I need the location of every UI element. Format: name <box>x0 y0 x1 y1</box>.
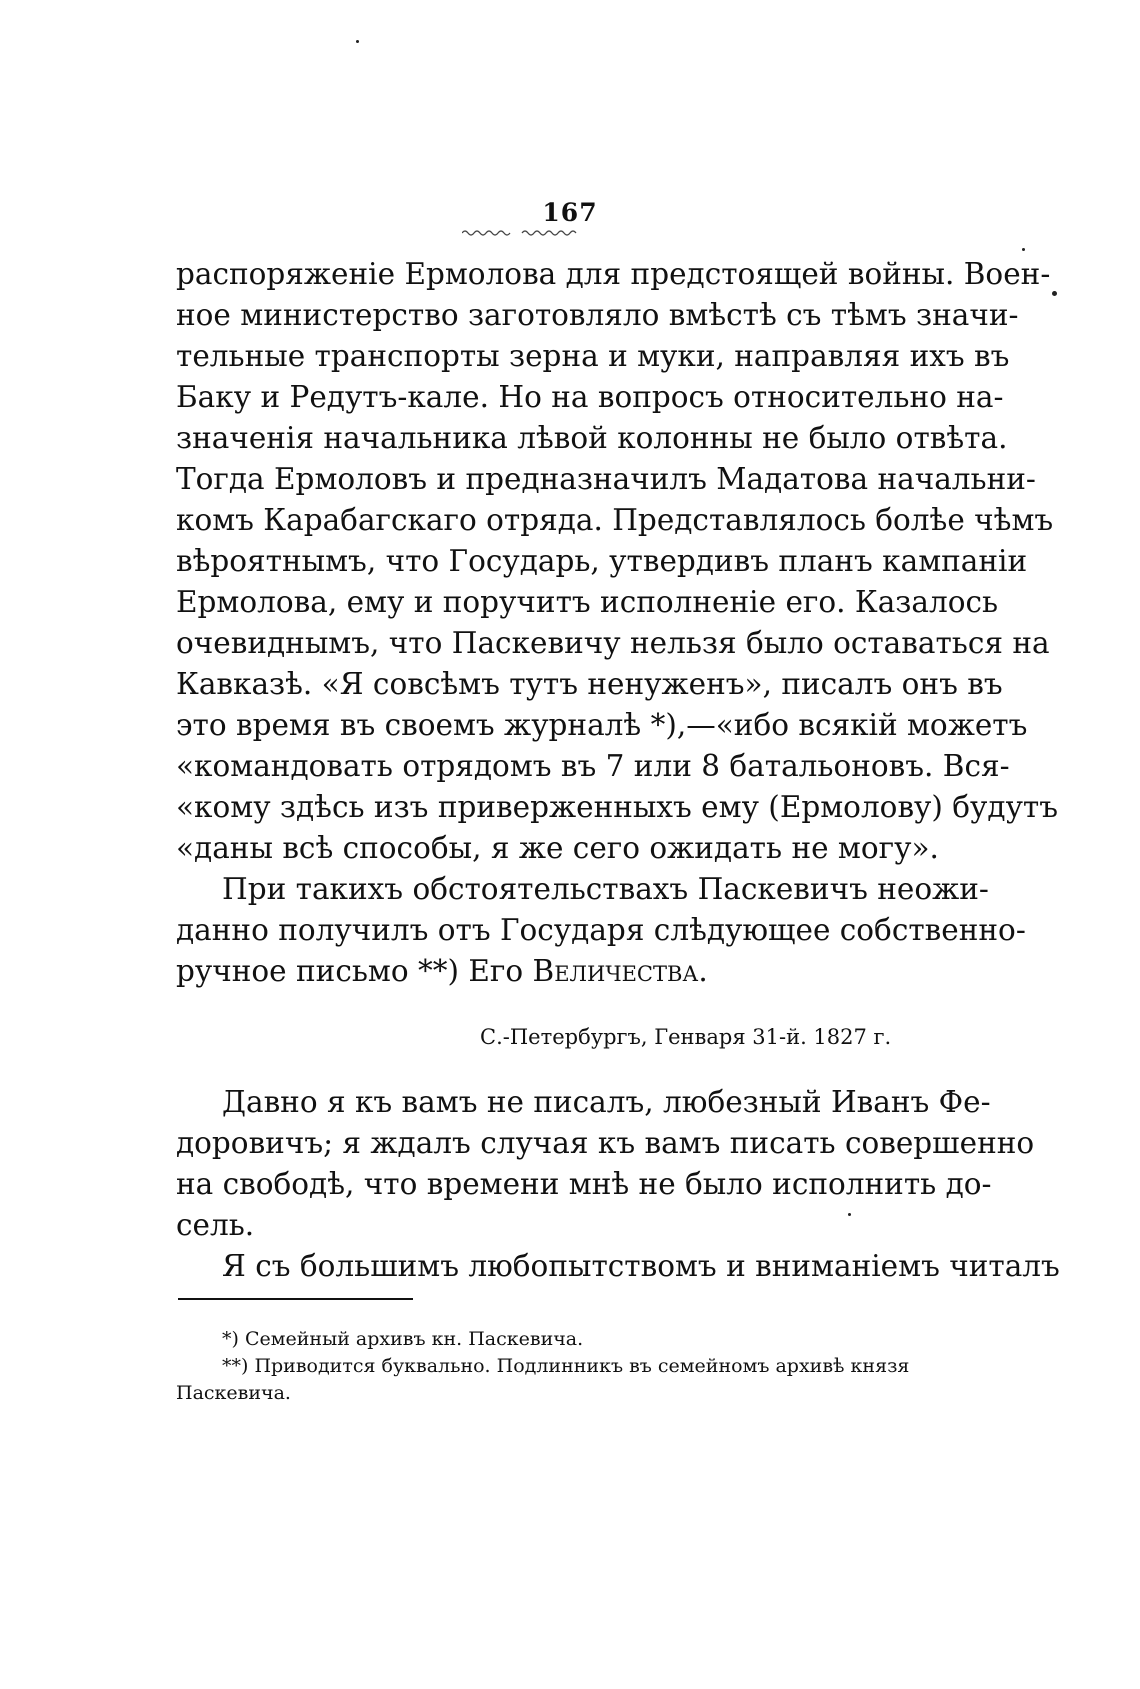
footnote-1: *) Семейный архивъ кн. Паскевича. <box>222 1328 584 1350</box>
body-line: вѣроятнымъ, что Государь, утвердивъ планъ кампаніи <box>176 544 1028 578</box>
scan-speck <box>1022 248 1025 251</box>
scan-speck <box>1052 291 1057 296</box>
body-line: тельные транспорты зерна и муки, направляя ихъ въ <box>176 339 1010 373</box>
body-line: «кому здѣсь изъ приверженныхъ ему (Ермолову) будутъ <box>176 790 1059 824</box>
body-line: это время въ своемъ журналѣ *),—«ибо всякій можетъ <box>176 708 1028 742</box>
paragraph-line: При такихъ обстоятельствахъ Паскевичъ неожи- <box>222 872 989 906</box>
page-number-ornament <box>462 228 582 236</box>
letter-line: сель. <box>176 1208 255 1242</box>
body-line: комъ Карабагскаго отряда. Представлялось болѣе чѣмъ <box>176 503 1054 537</box>
paragraph-line: данно получилъ отъ Государя слѣдующее собственно- <box>176 913 1026 947</box>
letter-dateline: С.-Петербургъ, Генваря 31-й. 1827 г. <box>480 1025 892 1049</box>
body-line: значенія начальника лѣвой колонны не было отвѣта. <box>176 421 1008 455</box>
letter-line: доровичъ; я ждалъ случая къ вамъ писать совершенно <box>176 1126 1035 1160</box>
page-number: 167 <box>542 198 598 227</box>
body-line: Кавказѣ. «Я совсѣмъ тутъ ненуженъ», писалъ онъ въ <box>176 667 1003 701</box>
body-line: Ермолова, ему и поручитъ исполненіе его. Казалось <box>176 585 999 619</box>
paragraph-line-last <box>176 953 874 990</box>
body-line: Баку и Редутъ-кале. Но на вопросъ относительно на- <box>176 380 1004 414</box>
letter-line: на свободѣ, что времени мнѣ не было исполнить до- <box>176 1167 992 1201</box>
body-line: «командовать отрядомъ въ 7 или 8 батальоновъ. Вся- <box>176 749 1010 783</box>
letter-line: Давно я къ вамъ не писалъ, любезный Иванъ Фе- <box>222 1085 991 1119</box>
footnote-2-continued: Паскевича. <box>176 1382 291 1404</box>
paragraph-text: ручное письмо **) Его <box>176 954 533 988</box>
scan-speck <box>848 1213 851 1216</box>
footnote-2: **) Приводится буквально. Подлинникъ въ семейномъ архивѣ князя <box>222 1355 910 1377</box>
footnote-divider <box>178 1298 413 1300</box>
body-line: распоряженіе Ермолова для предстоящей войны. Воен- <box>176 257 1051 291</box>
body-line: очевиднымъ, что Паскевичу нельзя было оставаться на <box>176 626 1050 660</box>
body-line: «даны всѣ способы, я же сего ожидать не могу». <box>176 831 939 865</box>
scan-speck <box>356 40 359 43</box>
majesty-smallcaps: Величества. <box>532 954 708 988</box>
letter-line: Я съ большимъ любопытствомъ и вниманіемъ читалъ <box>222 1249 1060 1283</box>
body-line: ное министерство заготовляло вмѣстѣ съ тѣмъ значи- <box>176 298 1019 332</box>
body-line: Тогда Ермоловъ и предназначилъ Мадатова начальни- <box>176 462 1036 496</box>
